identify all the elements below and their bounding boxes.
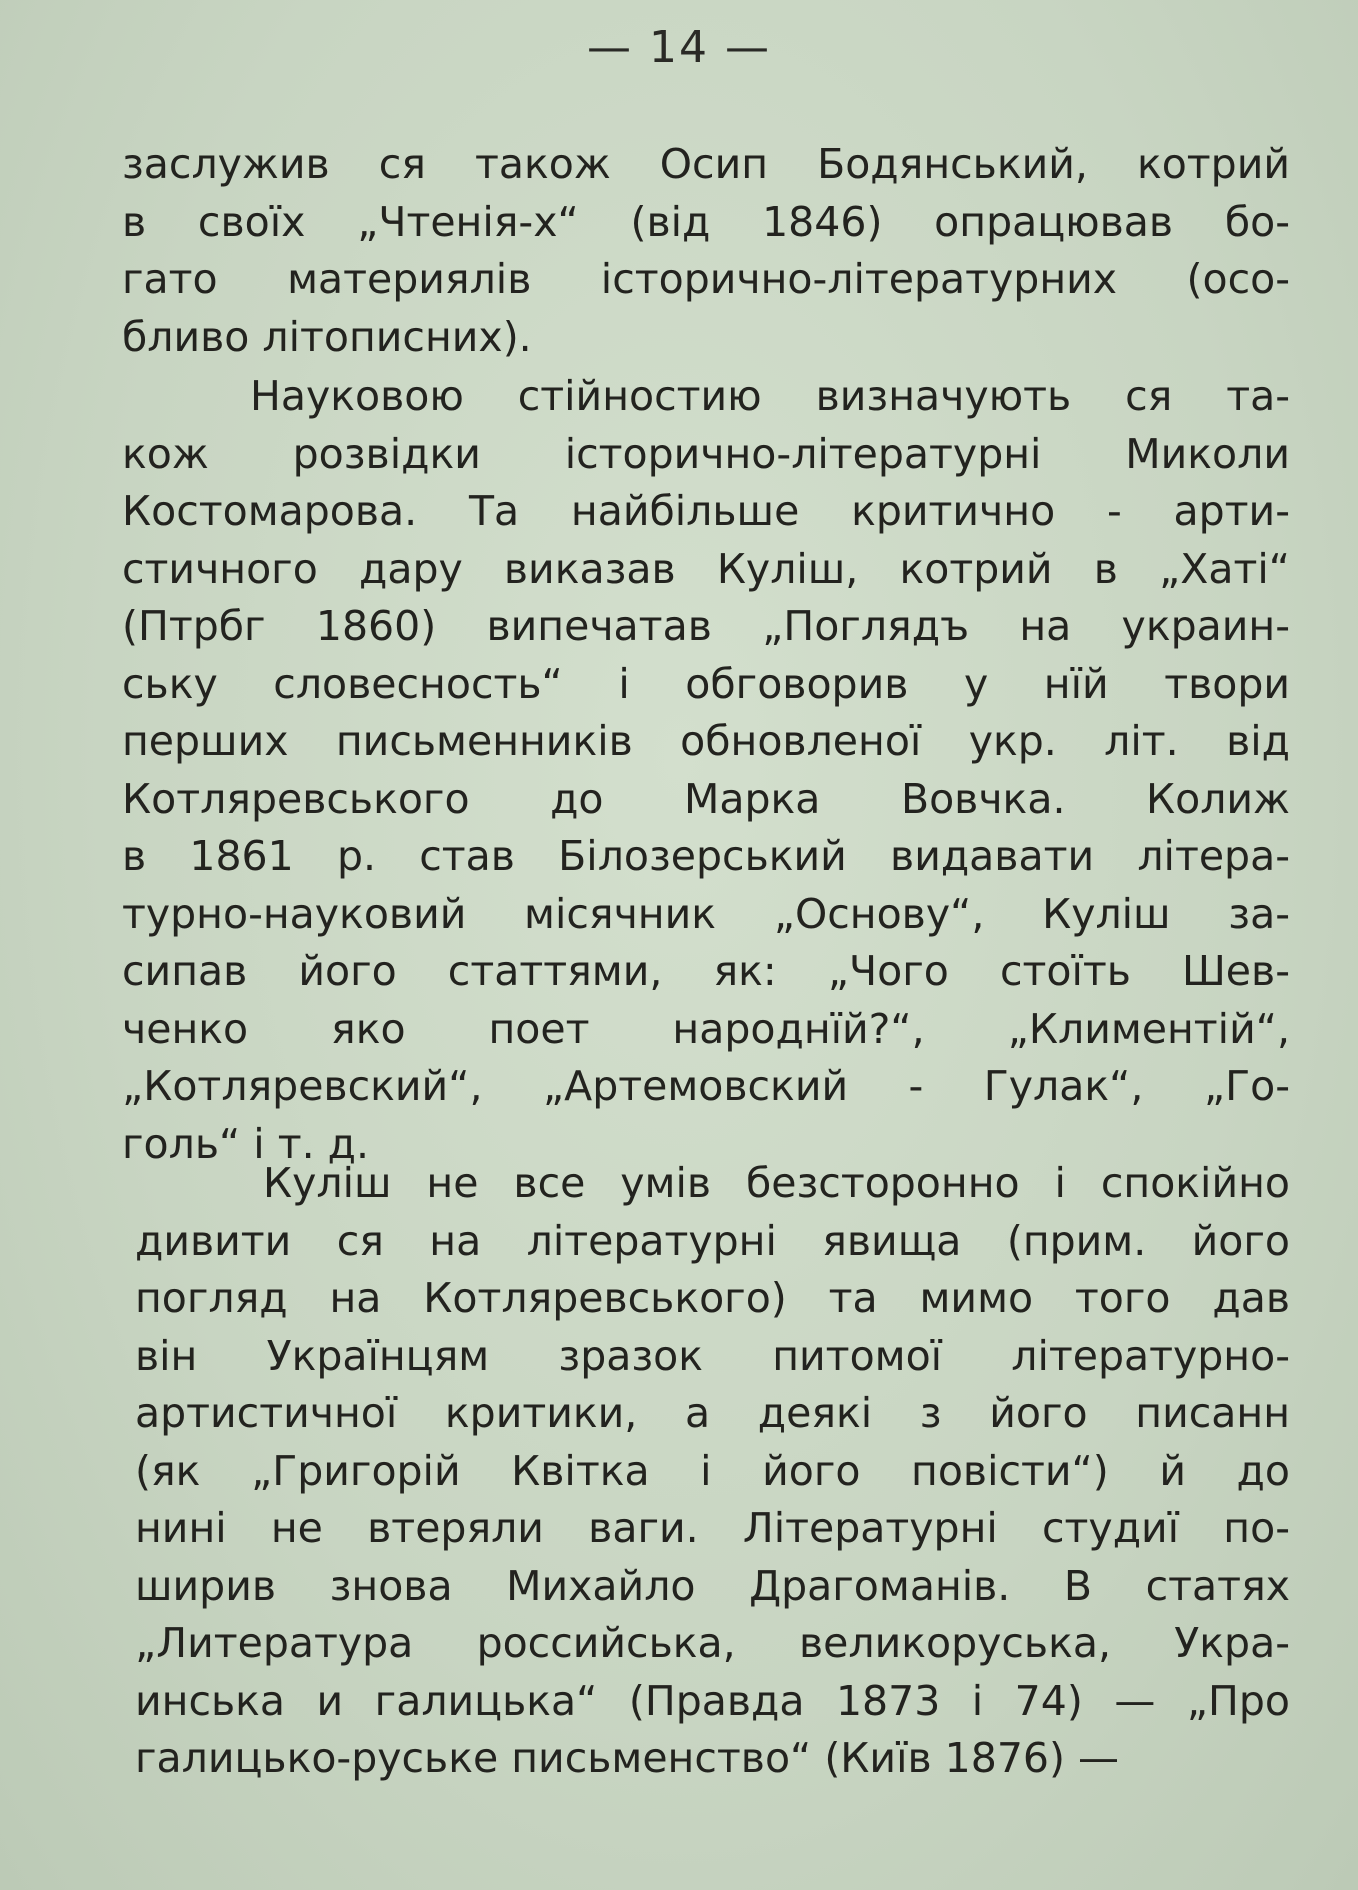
- text-line: Науковою стійностию визначують ся та-: [250, 372, 1290, 420]
- paragraph-2: [122, 368, 1290, 1173]
- text-line: (Птрбг 1860) випечатав „Поглядъ на украин-: [122, 602, 1290, 650]
- text-line: Котляревського до Марка Вовчка. Колиж: [122, 774, 1290, 823]
- text-line: инська и галицька“ (Правда 1873 і 74) — „Про: [135, 1676, 1290, 1725]
- text-line: ську словесность“ і обговорив у нїй твори: [122, 659, 1290, 708]
- text-line: „Котляревский“, „Артемовский - Гулак“, „Го-: [122, 1062, 1290, 1110]
- text-line: погляд на Котляревського) та мимо того дав: [135, 1274, 1290, 1322]
- text-line: артистичної критики, а деякі з його писанн: [135, 1389, 1290, 1437]
- text-line: голь“ і т. д.: [122, 1119, 370, 1168]
- text-line: „Литература российська, великоруська, Укра-: [135, 1619, 1290, 1667]
- text-line: турно-науковий місячник „Основу“, Куліш за-: [122, 889, 1290, 938]
- text-line: гато материялів історично-літературних (осо-: [122, 255, 1290, 303]
- text-line: ченко яко поет народнїй?“, „Климентій“,: [122, 1004, 1290, 1053]
- text-line: в 1861 р. став Білозерський видавати літера-: [122, 832, 1290, 880]
- text-line: ширив знова Михайло Драгоманів. В статях: [135, 1561, 1290, 1610]
- text-line: стичного дару виказав Куліш, котрий в „Хаті“: [122, 544, 1290, 593]
- text-line: галицько-руське письменство“ (Київ 1876) —: [135, 1734, 1120, 1782]
- text-line: дивити ся на літературні явища (прим. його: [135, 1216, 1290, 1265]
- text-line: перших письменників обновленої укр. літ. від: [122, 717, 1290, 765]
- text-line: нині не втеряли ваги. Літературні студиї по-: [135, 1504, 1290, 1552]
- text-line: Куліш не все умів безсторонно і спокійно: [263, 1159, 1290, 1207]
- text-line: Костомарова. Та найбільше критично - арти-: [122, 487, 1290, 535]
- text-line: заслужив ся також Осип Бодянський, котрий: [122, 140, 1290, 188]
- text-line: кож розвідки історично-літературні Миколи: [122, 429, 1290, 478]
- text-line: (як „Григорій Квітка і його повісти“) й до: [135, 1446, 1290, 1495]
- page-number: — 14 —: [587, 22, 771, 73]
- paragraph-1: [122, 136, 1290, 366]
- text-line: в своїх „Чтенія-х“ (від 1846) опрацював бо-: [122, 197, 1290, 246]
- text-line: він Українцям зразок питомої літературно-: [135, 1331, 1290, 1380]
- text-line: бливо літописних).: [122, 312, 532, 361]
- paragraph-3: [135, 1155, 1290, 1788]
- text-line: сипав його статтями, як: „Чого стоїть Шев-: [122, 947, 1290, 995]
